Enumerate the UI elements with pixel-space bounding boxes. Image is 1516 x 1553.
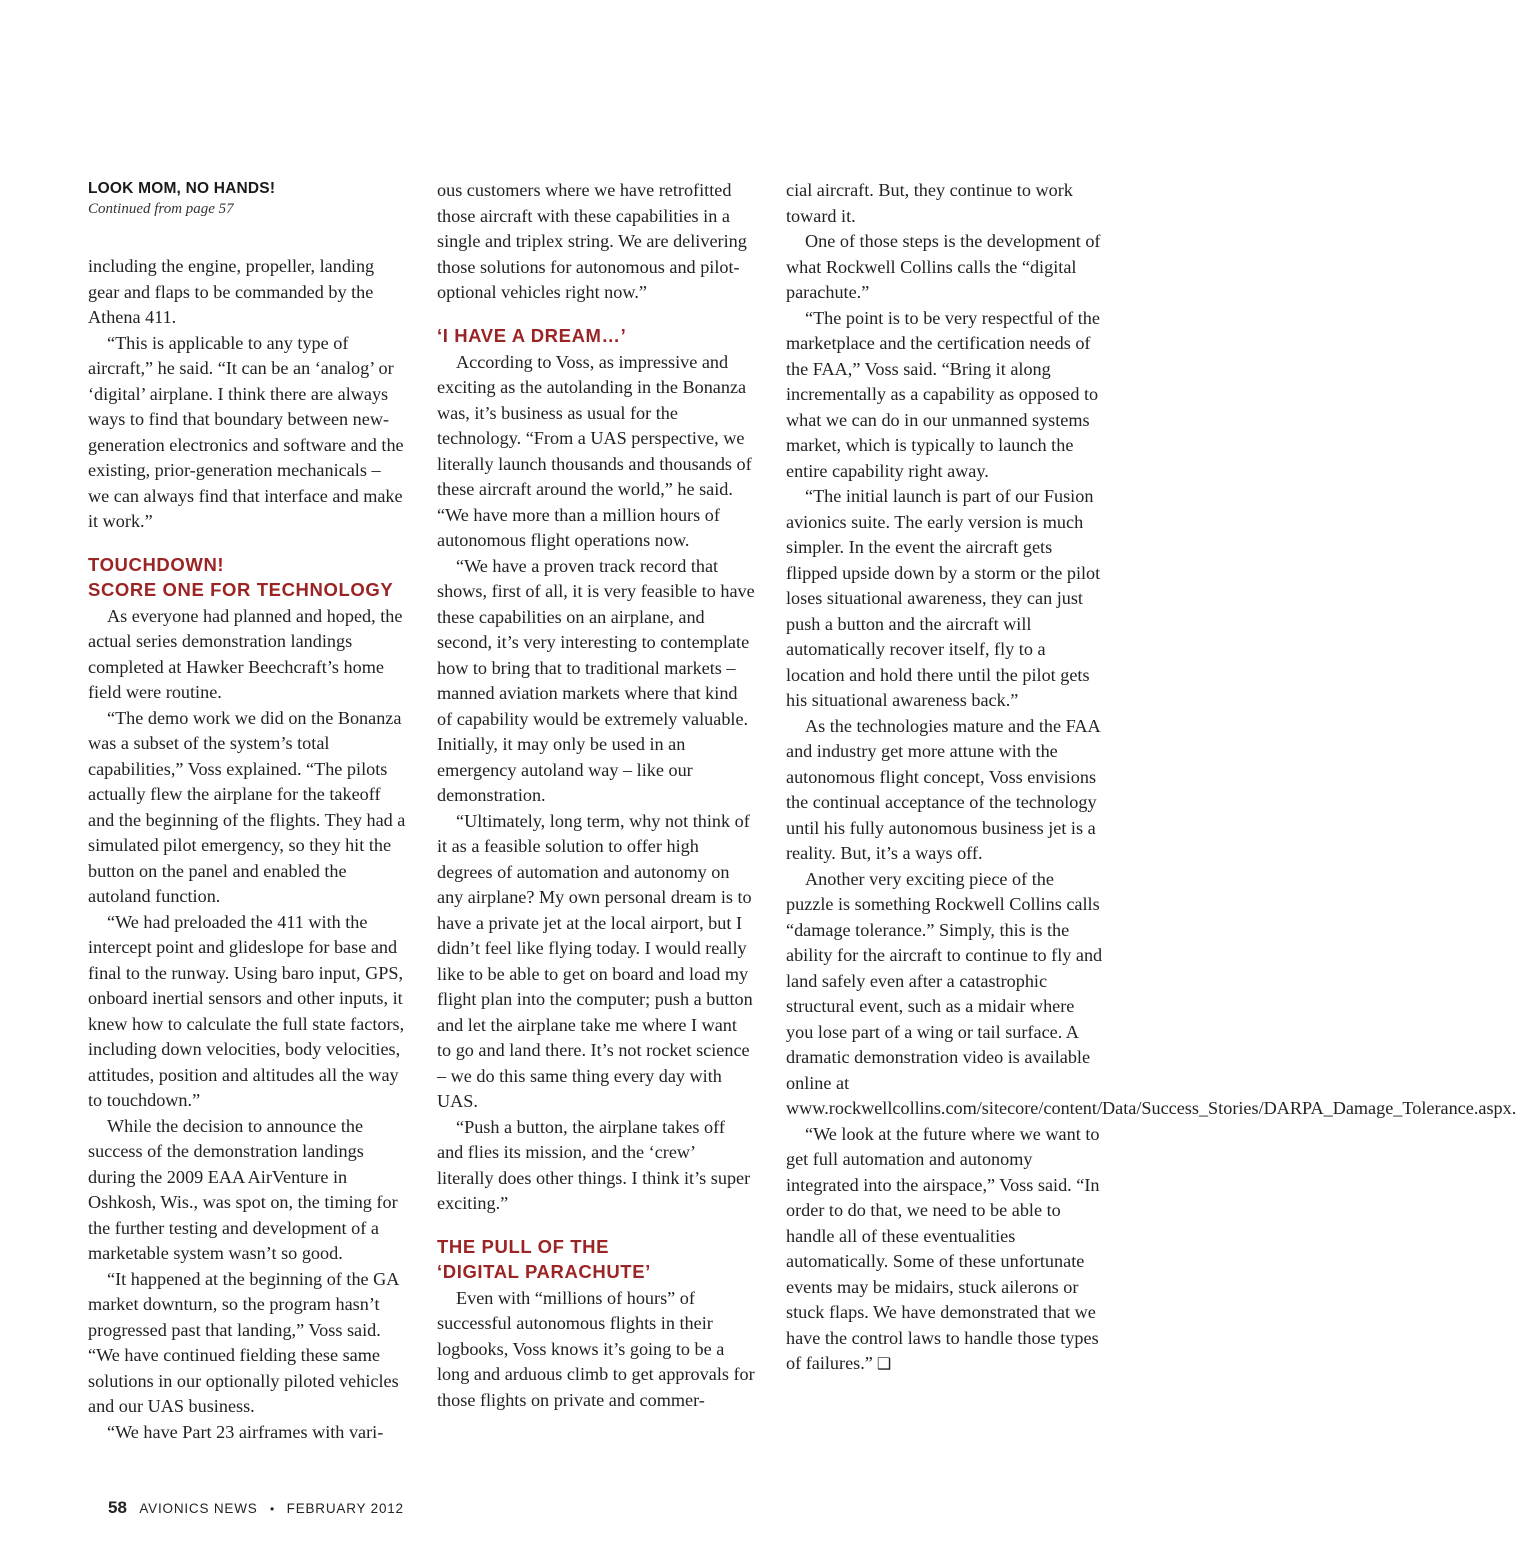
paragraph: “This is applicable to any type of aircraft,” he said. “It can be an ‘analog’ or ‘digital’ airplane. I think there are always ways to find that boundary between new-generation electronics and software and the existing, prior-generation mechanicals – we can always find that interface and make it work.” (88, 332, 404, 531)
page-footer (108, 1498, 404, 1518)
paragraph: “We have a proven track record that shows, first of all, it is very feasible to have these capabilities on an airplane, and second, it’s very interesting to contemplate how to bring that to traditional markets – manned aviation markets where that kind of capability would be extremely valuable. Initially, it may only be used in an emergency autoland way – like our demonstration. (437, 555, 755, 805)
text-column-3 (786, 178, 1516, 1378)
section-heading-line: SCORE ONE FOR TECHNOLOGY (88, 578, 394, 600)
text-column-1 (88, 254, 406, 1445)
paragraph: ous customers where we have retrofitted those aircraft with these capabilities in a single and triplex string. We are delivering those solutions for autonomous and pilot-optional vehicles right now.” (437, 180, 747, 302)
footer-separator: • (270, 1502, 275, 1516)
paragraph: One of those steps is the development of what Rockwell Collins calls the “digital parachute.” (786, 231, 1101, 302)
paragraph: Even with “millions of hours” of successful autonomous flights in their logbooks, Voss knows it’s going to be a long and arduous climb to get approvals for those flights on private and commer- (437, 1287, 755, 1410)
paragraph: “We had preloaded the 411 with the intercept point and glideslope for base and final to the runway. Using baro input, GPS, onboard inertial sensors and other inputs, it knew how to calculate the full state factors, including down velocities, body velocities, attitudes, position and altitudes all the way to touchdown.” (88, 911, 405, 1110)
section-heading-line: THE PULL OF THE (437, 1235, 610, 1257)
paragraph: “Push a button, the airplane takes off and flies its mission, and the ‘crew’ literally does other things. I think it’s super exciting.” (437, 1116, 751, 1213)
paragraph: “We have Part 23 airframes with vari- (107, 1421, 384, 1442)
continued-from-note: Continued from page 57 (88, 201, 234, 217)
section-heading-touchdown (88, 552, 406, 602)
section-heading-dream (437, 323, 755, 348)
issue-date: FEBRUARY 2012 (286, 1501, 404, 1516)
section-heading-line: TOUCHDOWN! (88, 553, 225, 575)
page-number: 58 (108, 1498, 127, 1517)
section-heading-parachute (437, 1234, 755, 1284)
paragraph: including the engine, propeller, landing gear and flaps to be commanded by the Athena 411. (88, 256, 375, 327)
paragraph: Another very exciting piece of the puzzle is something Rockwell Collins calls “damage tolerance.” Simply, this is the ability for the aircraft to continue to fly and land safely even after a catastrophic structural event, such as a midair where you lose part of a wing or tail surface. A dramatic demonstration video is available online at www.rockwellcollins.com/sitecore/content/Data/Success_Stories/DARPA_Damage_Tolerance.aspx. (786, 868, 1516, 1118)
paragraph: “Ultimately, long term, why not think of it as a feasible solution to offer high degrees of automation and autonomy on any airplane? My own personal dream is to have a private jet at the local airport, but I didn’t feel like flying today. I would really like to be able to get on board and load my flight plan into the computer; push a button and let the airplane take me where I want to go and land there. It’s not rocket science – we do this same thing every day with UAS. (437, 810, 753, 1111)
paragraph: While the decision to announce the success of the demonstration landings during the 2009 EAA AirVenture in Oshkosh, Wis., was spot on, the timing for the further testing and development of a marketable system wasn’t so good. (88, 1115, 398, 1263)
section-heading-line: ‘DIGITAL PARACHUTE’ (437, 1260, 651, 1282)
paragraph: As everyone had planned and hoped, the actual series demonstration landings completed at Hawker Beechcraft’s home field were routine. (88, 605, 403, 702)
paragraph: According to Voss, as impressive and exciting as the autolanding in the Bonanza was, it’s business as usual for the technology. “From a UAS perspective, we literally launch thousands and thousands of these aircraft around the world,” he said. “We have more than a million hours of autonomous flight operations now. (437, 351, 752, 550)
article-kicker (88, 179, 408, 219)
paragraph: “The point is to be very respectful of the marketplace and the certification needs of the FAA,” Voss said. “Bring it along incrementally as a capability as opposed to what we can do in our unmanned systems market, which is typically to launch the entire capability right away. (786, 307, 1100, 481)
paragraph: cial aircraft. But, they continue to work toward it. (786, 180, 1073, 226)
section-heading-line: ‘I HAVE A DREAM…’ (437, 324, 627, 346)
paragraph: “The demo work we did on the Bonanza was a subset of the system’s total capabilities,” Voss explained. “The pilots actually flew the airplane for the takeoff and the beginning of the flights. They had a simulated pilot emergency, so they hit the button on the panel and enabled the autoland function. (88, 707, 406, 906)
publication-name: AVIONICS NEWS (139, 1501, 258, 1516)
paragraph-final: “We look at the future where we want to get full automation and autonomy integrated into the airspace,” Voss said. “In order to do that, we need to be able to handle all of these eventualities automatically. Some of these unfortunate events may be midairs, stuck ailerons or stuck flaps. We have demonstrated that we have the control laws to handle those types of failures.” ❑ (786, 1122, 1104, 1378)
text-column-2 (437, 178, 755, 1413)
paragraph: “The initial launch is part of our Fusion avionics suite. The early version is much simpler. In the event the aircraft gets flipped upside down by a storm or the pilot loses situational awareness, they can just push a button and the aircraft will automatically recover itself, fly to a location and hold there until the pilot gets his situational awareness back.” (786, 486, 1101, 710)
paragraph: As the technologies mature and the FAA and industry get more attune with the autonomous flight concept, Voss envisions the continual acceptance of the technology until his fully autonomous business jet is a reality. But, it’s a ways off. (786, 715, 1100, 863)
kicker-title: LOOK MOM, NO HANDS! (88, 180, 276, 197)
paragraph: “It happened at the beginning of the GA market downturn, so the program hasn’t progressed past that landing,” Voss said. “We have continued fielding these same solutions in our optionally piloted vehicles and our UAS business. (88, 1268, 399, 1416)
